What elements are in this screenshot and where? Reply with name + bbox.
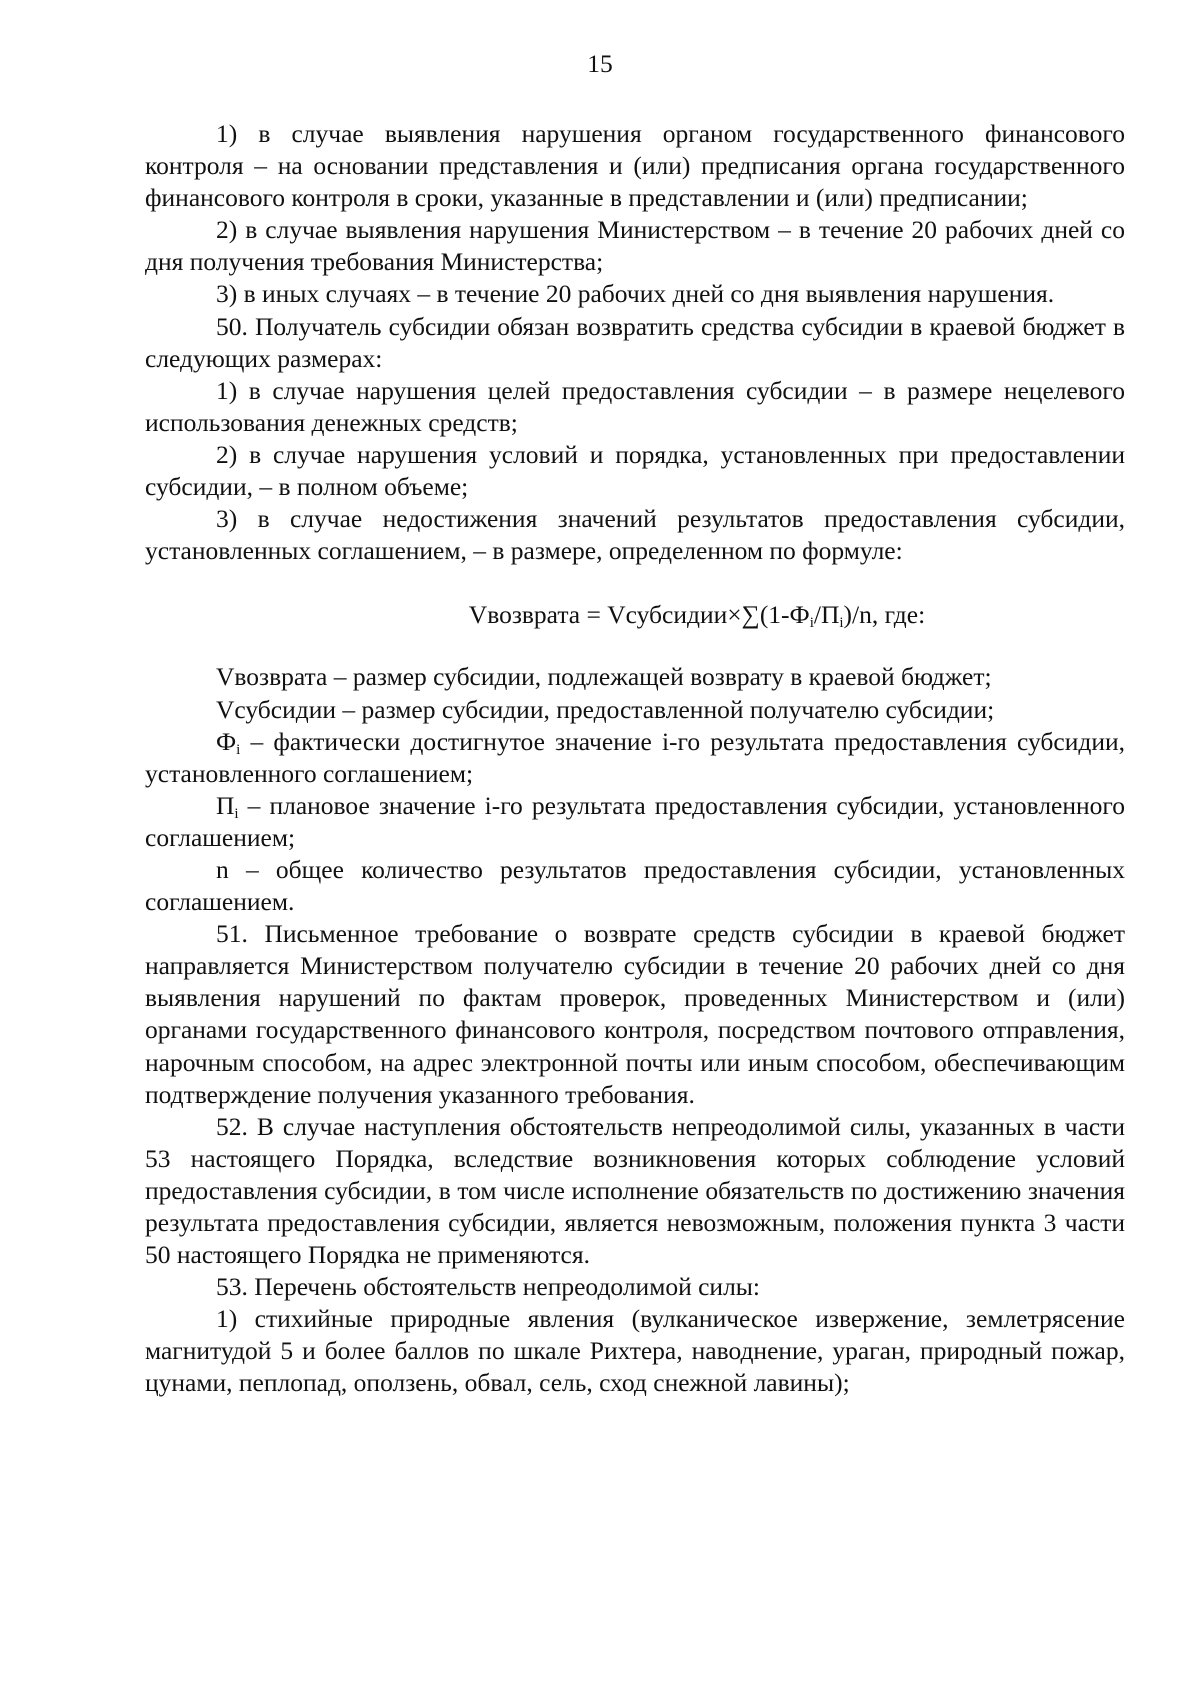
paragraph-52: 52. В случае наступления обстоятельств непреодолимой силы, указанных в части 53 настоящего Порядка, вследствие возникновения которых соблюдение условий предоставления субсидии, в том числе исполнение обязательств по достижению значения результата предоставления субсидии, является невозможным, положения пункта 3 части 50 настоящего Порядка не применяются. (145, 1111, 1125, 1270)
pi-subscript: i (234, 805, 239, 822)
page-number: 15 (587, 49, 613, 78)
pi-symbol: П (216, 790, 235, 820)
document-body (145, 118, 1125, 1400)
definition-v-subsidii: Vсубсидии – размер субсидии, предоставленной получателю субсидии; (216, 694, 995, 724)
paragraph-53-item-1: 1) стихийные природные явления (вулканическое извержение, землетрясение магнитудой 5 и более баллов по шкале Рихтера, наводнение, ураган, природный пожар, цунами, пеплопад, оползень, обвал, сель, сход снежной лавины); (145, 1304, 1125, 1398)
phi-symbol: Ф (216, 726, 237, 756)
phi-subscript: i (236, 741, 241, 758)
paragraph-3-other-cases: 3) в иных случаях – в течение 20 рабочих дней со дня выявления нарушения. (216, 279, 1055, 309)
definition-pi (145, 790, 1125, 854)
paragraph-50-item-1: 1) в случае нарушения целей предоставления субсидии – в размере нецелевого использования денежных средств; (145, 375, 1125, 437)
formula-sub-2: i (839, 615, 844, 632)
refund-formula (145, 599, 1125, 631)
paragraph-2-ministry: 2) в случае выявления нарушения Министерством – в течение 20 рабочих дней со дня получения требования Министерства; (145, 215, 1125, 277)
definition-phi (145, 726, 1125, 790)
formula-sub-1: i (809, 615, 814, 632)
definition-v-vozvrata: Vвозврата – размер субсидии, подлежащей возврату в краевой бюджет; (216, 662, 992, 692)
formula-rhs: )/n, где: (843, 600, 926, 630)
formula-mid: /П (813, 600, 840, 630)
paragraph-50-item-3: 3) в случае недостижения значений результатов предоставления субсидии, установленных соглашением, – в размере, определенном по формуле: (145, 504, 1125, 566)
pi-text: – плановое значение i-го результата предоставления субсидии, установленного соглашением; (145, 790, 1125, 852)
paragraph-50-item-2: 2) в случае нарушения условий и порядка, установленных при предоставлении субсидии, – в полном объеме; (145, 439, 1125, 502)
paragraph-53: 53. Перечень обстоятельств непреодолимой силы: (216, 1272, 761, 1302)
definition-n: n – общее количество результатов предоставления субсидии, установленных соглашением. (145, 854, 1125, 917)
formula-lhs: Vвозврата = Vсубсидии×∑(1-Ф (468, 600, 810, 630)
paragraph-50: 50. Получатель субсидии обязан возвратить средства субсидии в краевой бюджет в следующих размерах: (145, 311, 1125, 373)
phi-text: – фактически достигнутое значение i-го результата предоставления субсидии, установленного соглашением; (145, 726, 1125, 788)
paragraph-1-control-body: 1) в случае выявления нарушения органом государственного финансового контроля – на основании представления и (или) предписания органа государственного финансового контроля в сроки, указанные в представлении и (или) предписании; (145, 119, 1125, 213)
paragraph-51: 51. Письменное требование о возврате средств субсидии в краевой бюджет направляется Министерством получателю субсидии в течение 20 рабочих дней со дня выявления нарушений по фактам проверок, проведенных Министерством и (или) органами государственного финансового контроля, посредством почтового отправления, нарочным способом, на адрес электронной почты или иным способом, обеспечивающим подтверждение получения указанного требования. (145, 919, 1125, 1109)
